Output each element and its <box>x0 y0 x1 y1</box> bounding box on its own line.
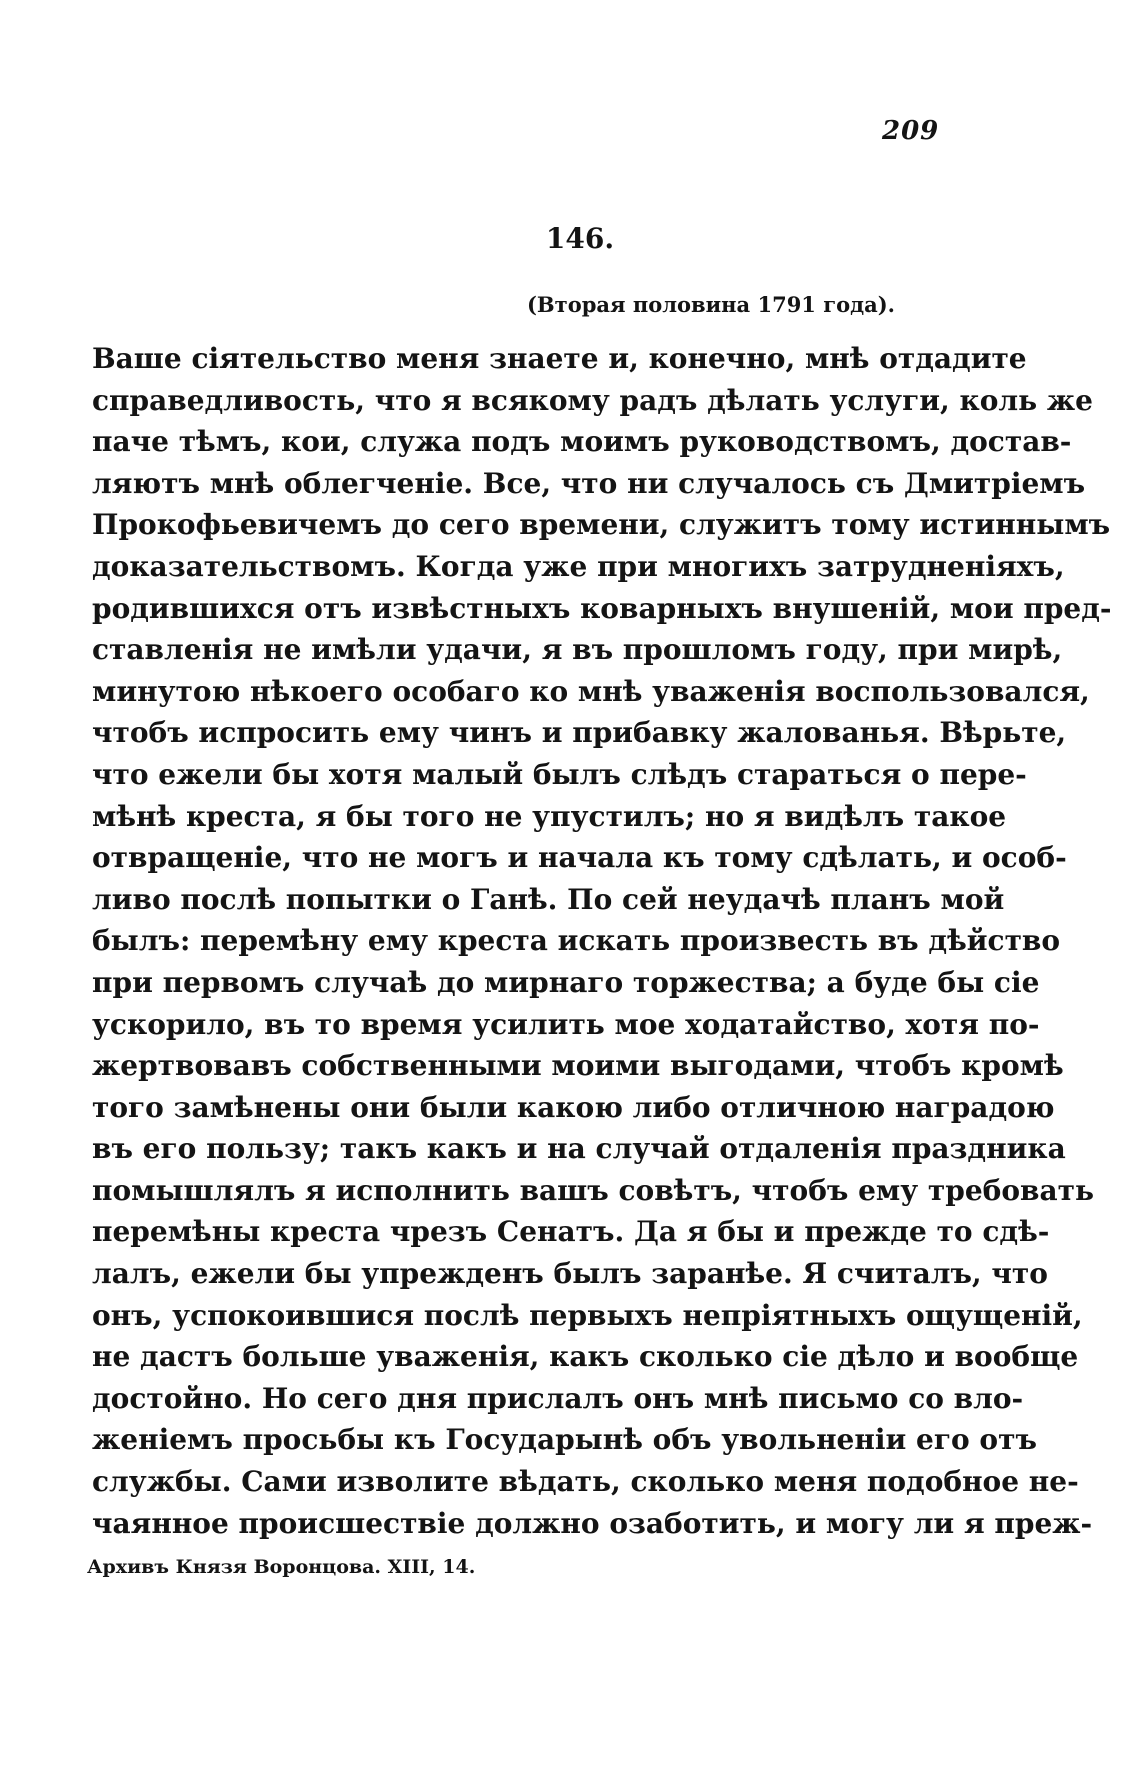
footnote: Архивъ Князя Воронцова. XIII, 14. <box>87 1556 476 1578</box>
text-line: перемѣны креста чрезъ Сенатъ. Да я бы и прежде то сдѣ- <box>92 1215 1050 1249</box>
text-line: минутою нѣкоего особаго ко мнѣ уваженія воспользовался, <box>92 674 1090 708</box>
text-line: ускорило, въ то время усилить мое ходатайство, хотя по- <box>92 1007 1040 1041</box>
page-number: 209 <box>882 116 940 146</box>
text-line: мѣнѣ креста, я бы того не упустилъ; но я видѣлъ такое <box>92 799 1007 833</box>
text-line: того замѣнены они были какою либо отличною наградою <box>92 1090 1055 1124</box>
text-line: достойно. Но сего дня прислалъ онъ мнѣ письмо со вло- <box>92 1381 1024 1415</box>
letter-date: (Вторая половина 1791 года). <box>527 292 895 317</box>
text-line: что ежели бы хотя малый былъ слѣдъ стараться о пере- <box>92 757 1027 791</box>
text-line: помышлялъ я исполнить вашъ совѣтъ, чтобъ ему требовать <box>92 1173 1094 1207</box>
text-line: ставленія не имѣли удачи, я въ прошломъ году, при мирѣ, <box>92 633 1063 667</box>
text-line: паче тѣмъ, кои, служа подъ моимъ руководствомъ, достав- <box>92 425 1072 459</box>
text-line: Прокофьевичемъ до сего времени, служитъ тому истиннымъ <box>92 508 1111 542</box>
text-line: справедливость, что я всякому радъ дѣлать услуги, коль же <box>92 383 1093 417</box>
text-line: Ваше сіятельство меня знаете и, конечно, мнѣ отдадите <box>92 342 1027 375</box>
text-line: въ его пользу; такъ какъ и на случай отдаленія праздника <box>92 1132 1066 1166</box>
text-line: чтобъ испросить ему чинъ и прибавку жалованья. Вѣрьте, <box>92 716 1067 750</box>
text-line: отвращеніе, что не могъ и начала къ тому сдѣлать, и особ- <box>92 841 1067 875</box>
text-line: родившихся отъ извѣстныхъ коварныхъ внушеній, мои пред- <box>92 591 1112 625</box>
text-line: чаянное происшествіе должно озаботить, и могу ли я преж- <box>92 1506 1093 1540</box>
text-line: онъ, успокоившися послѣ первыхъ непріятныхъ ощущеній, <box>92 1298 1083 1332</box>
text-line: службы. Сами изволите вѣдать, сколько меня подобное не- <box>92 1465 1079 1499</box>
text-line: ливо послѣ попытки о Ганѣ. По сей неудачѣ планъ мой <box>92 882 1005 916</box>
text-line: доказательствомъ. Когда уже при многихъ затрудненіяхъ, <box>92 549 1065 583</box>
text-line: жертвовавъ собственными моими выгодами, чтобъ кромѣ <box>92 1049 1064 1083</box>
text-line: былъ: перемѣну ему креста искать произвесть въ дѣйство <box>92 924 1061 958</box>
text-line: женіемъ просьбы къ Государынѣ объ увольненіи его отъ <box>92 1423 1037 1457</box>
text-line: не дастъ больше уваженія, какъ сколько сіе дѣло и вообще <box>92 1340 1079 1374</box>
text-line: при первомъ случаѣ до мирнаго торжества; а буде бы сіе <box>92 965 1040 999</box>
letter-body <box>92 338 1112 1544</box>
letter-number: 146. <box>545 222 615 255</box>
text-line: ляютъ мнѣ облегченіе. Все, что ни случалось съ Дмитріемъ <box>92 466 1086 500</box>
text-line: лалъ, ежели бы упрежденъ былъ заранѣе. Я считалъ, что <box>92 1257 1048 1291</box>
